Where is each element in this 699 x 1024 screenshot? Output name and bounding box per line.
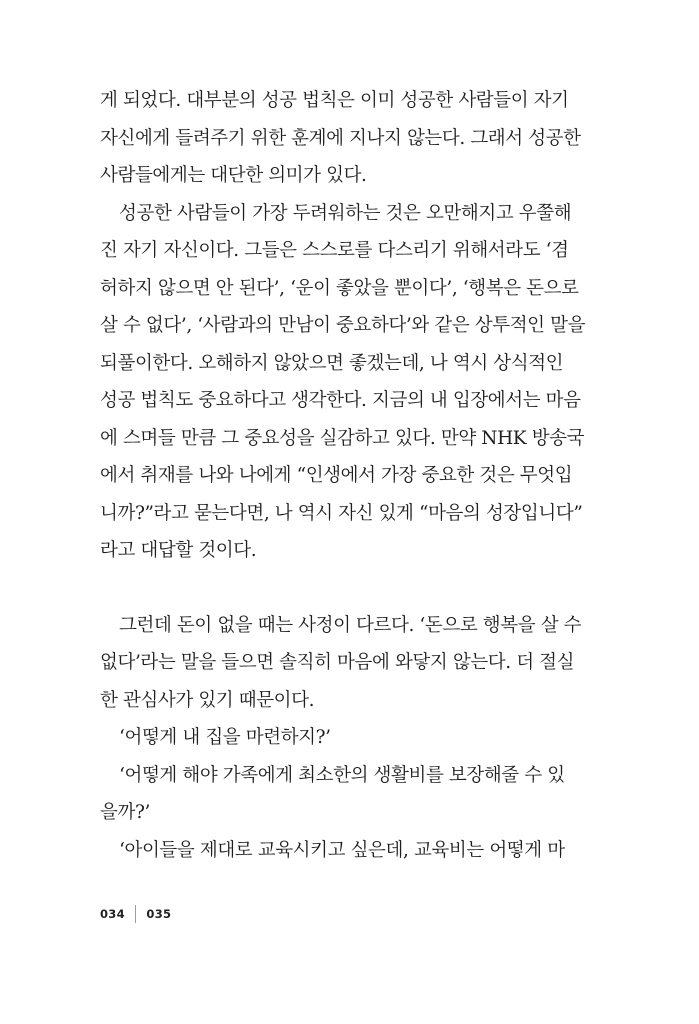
text-line: 자신에게 들려주기 위한 훈계에 지나지 않는다. 그래서 성공한 [100,127,581,149]
page-numbers [100,905,171,923]
paragraph-gap [100,570,550,607]
text-line: 되풀이한다. 오해하지 않았으면 좋겠는데, 나 역시 상식적인 [100,352,564,374]
text-line: 라고 대답할 것이다. [100,540,257,561]
text-line: ‘어떻게 내 집을 마련하지?’ [119,727,331,748]
text-line: 게 되었다. 대부분의 성공 법칙은 이미 성공한 사람들이 자기 [100,90,569,111]
text-line: 성공한 사람들이 가장 두려워하는 것은 오만해지고 우쭐해 [119,202,572,224]
text-line: ‘아이들을 제대로 교육시키고 싶은데, 교육비는 어떻게 마 [119,839,565,861]
text-line: 성공 법칙도 중요하다고 생각한다. 지금의 내 입장에서는 마음 [100,390,581,411]
text-line: 그런데 돈이 없을 때는 사정이 다르다. ‘돈으로 행복을 살 수 [119,614,582,636]
right-page-number: 035 [146,907,172,921]
text-line: ‘어떻게 해야 가족에게 최소한의 생활비를 보장해줄 수 있 [119,764,565,786]
text-line: 에서 취재를 나와 나에게 “인생에서 가장 중요한 것은 무엇입 [100,465,573,486]
text-line: 살 수 없다’, ‘사람과의 만남이 중요하다’와 같은 상투적인 말을 [100,315,586,336]
text-line: 니까?”라고 묻는다면, 나 역시 자신 있게 “마음의 성장입니다” [100,502,583,524]
left-page-number: 034 [100,907,125,921]
text-line: 사람들에게는 대단한 의미가 있다. [100,165,367,186]
text-line: 진 자기 자신이다. 그들은 스스로를 다스리기 위해서라도 ‘겸 [100,240,569,261]
text-line: 없다’라는 말을 들으면 솔직히 마음에 와닿지 않는다. 더 절실 [100,652,575,673]
text-line: 을까?’ [100,802,150,823]
text-line: 한 관심사가 있기 때문이다. [100,689,315,711]
text-line: 에 스며들 만큼 그 중요성을 실감하고 있다. 만약 NHK 방송국 [100,427,585,449]
body-text [100,82,586,869]
page-number-divider [135,905,137,923]
text-line: 허하지 않으면 안 된다’, ‘운이 좋았을 뿐이다’, ‘행복은 돈으로 [100,277,579,299]
